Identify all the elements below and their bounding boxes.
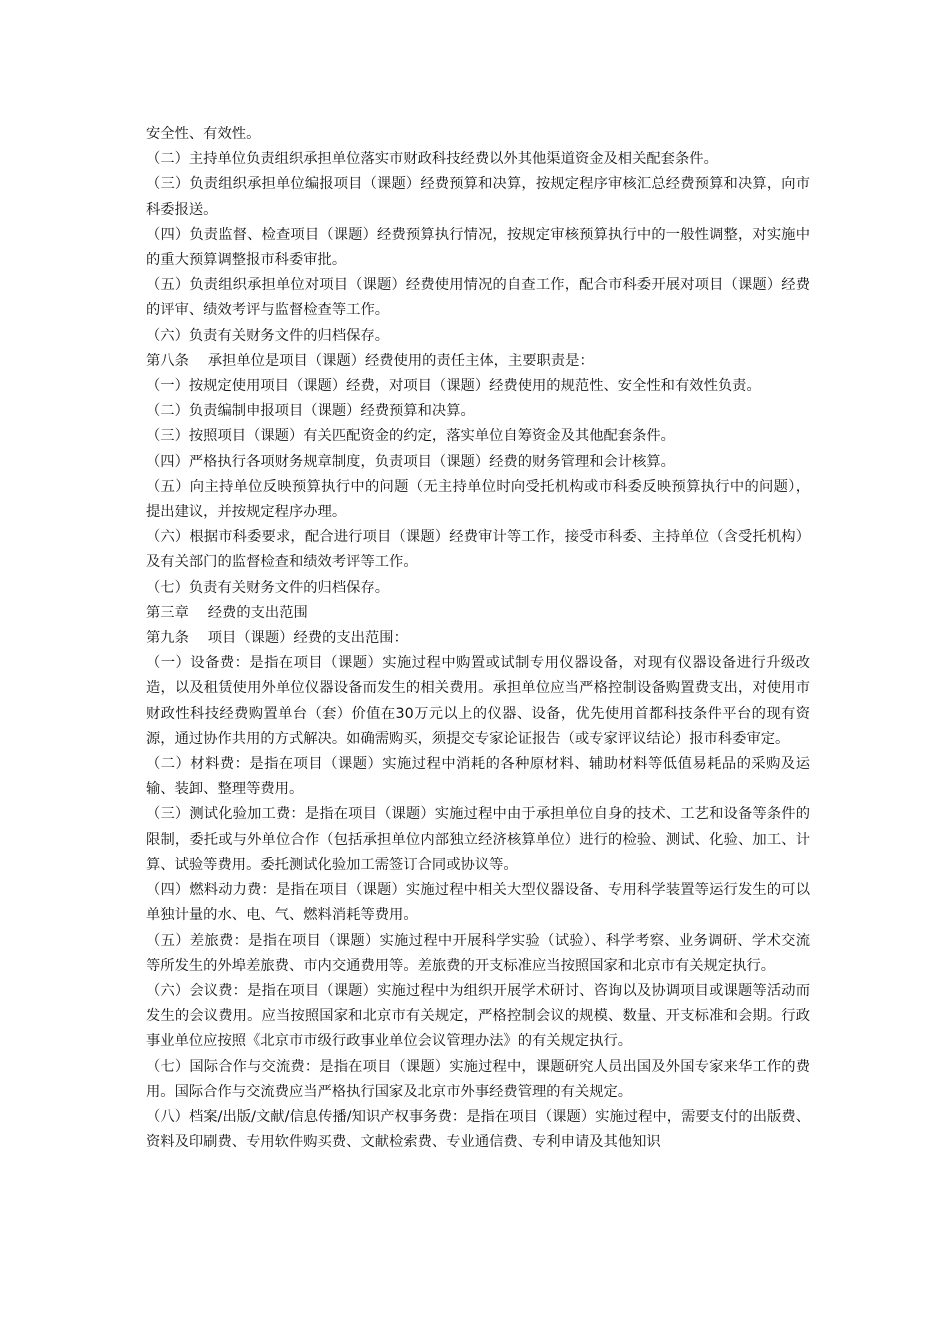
paragraph-item: （六）负责有关财务文件的归档保存。 [146, 327, 390, 344]
paragraph-item: （五）差旅费：是指在项目（课题）实施过程中开展科学实验（试验）、科学考察、业务调研、学术交流等所发生的外埠差旅费、市内交通费用等。差旅费的开支标准应当按照国家和北京市有关规定执行。 [146, 932, 810, 974]
paragraph-item: （一）按规定使用项目（课题）经费，对项目（课题）经费使用的规范性、安全性和有效性负责。 [146, 378, 761, 395]
paragraph-item: （三）按照项目（课题）有关匹配资金的约定，落实单位自筹资金及其他配套条件。 [146, 428, 675, 445]
paragraph-item: （七）国际合作与交流费：是指在项目（课题）实施过程中，课题研究人员出国及外国专家来华工作的费用。国际合作与交流费应当严格执行国家及北京市外事经费管理的有关规定。 [146, 1058, 810, 1100]
paragraph-item: （三）负责组织承担单位编报项目（课题）经费预算和决算，按规定程序审核汇总经费预算和决算，向市科委报送。 [146, 176, 810, 218]
article-heading: 第九条 项目（课题）经费的支出范围： [146, 630, 408, 647]
chapter-heading: 第三章 经费的支出范围 [146, 604, 308, 621]
article-heading: 第八条 承担单位是项目（课题）经费使用的责任主体，主要职责是： [146, 352, 594, 369]
paragraph-item: （二）负责编制申报项目（课题）经费预算和决算。 [146, 403, 475, 420]
paragraph-item: （二）材料费：是指在项目（课题）实施过程中消耗的各种原材料、辅助材料等低值易耗品的采购及运输、装卸、整理等费用。 [146, 756, 810, 798]
paragraph-item: （八）档案/出版/文献/信息传播/知识产权事务费：是指在项目（课题）实施过程中，需要支付的出版费、资料及印刷费、专用软件购买费、文献检索费、专业通信费、专利申请及其他知识 [146, 1108, 810, 1151]
paragraph-item: （四）严格执行各项财务规章制度，负责项目（课题）经费的财务管理和会计核算。 [146, 453, 675, 470]
document-body [146, 122, 810, 1155]
paragraph-continuation: 安全性、有效性。 [146, 126, 261, 142]
paragraph-item: （六）会议费：是指在项目（课题）实施过程中为组织开展学术研讨、咨询以及协调项目或课题等活动而发生的会议费用。应当按照国家和北京市有关规定，严格控制会议的规模、数量、开支标准和会期。行政事业单位应按照《北京市市级行政事业单位会议管理办法》的有关规定执行。 [146, 982, 810, 1050]
paragraph-item: （五）向主持单位反映预算执行中的问题（无主持单位时向受托机构或市科委反映预算执行中的问题），提出建议，并按规定程序办理。 [146, 478, 810, 521]
paragraph-item: （二）主持单位负责组织承担单位落实市财政科技经费以外其他渠道资金及相关配套条件。 [146, 151, 718, 168]
paragraph-item: （五）负责组织承担单位对项目（课题）经费使用情况的自查工作，配合市科委开展对项目（课题）经费的评审、绩效考评与监督检查等工作。 [146, 277, 810, 319]
paragraph-item: （一）设备费：是指在项目（课题）实施过程中购置或试制专用仪器设备，对现有仪器设备进行升级改造，以及租赁使用外单位仪器设备而发生的相关费用。承担单位应当严格控制设备购置费支出，对使用市财政性科技经费购置单台（套）价值在30万元以上的仪器、设备，优先使用首都科技条件平台的现有资源，通过协作共用的方式解决。如确需购买，须提交专家论证报告（或专家评议结论）报市科委审定。 [146, 655, 810, 747]
paragraph-item: （四）负责监督、检查项目（课题）经费预算执行情况，按规定审核预算执行中的一般性调整，对实施中的重大预算调整报市科委审批。 [146, 226, 810, 269]
paragraph-item: （三）测试化验加工费：是指在项目（课题）实施过程中由于承担单位自身的技术、工艺和设备等条件的限制，委托或与外单位合作（包括承担单位内部独立经济核算单位）进行的检验、测试、化验、加工、计算、试验等费用。委托测试化验加工需签订合同或协议等。 [146, 806, 810, 873]
paragraph-item: （七）负责有关财务文件的归档保存。 [146, 579, 390, 596]
paragraph-item: （四）燃料动力费：是指在项目（课题）实施过程中相关大型仪器设备、专用科学装置等运行发生的可以单独计量的水、电、气、燃料消耗等费用。 [146, 882, 810, 924]
paragraph-item: （六）根据市科委要求，配合进行项目（课题）经费审计等工作，接受市科委、主持单位（含受托机构）及有关部门的监督检查和绩效考评等工作。 [146, 529, 810, 571]
